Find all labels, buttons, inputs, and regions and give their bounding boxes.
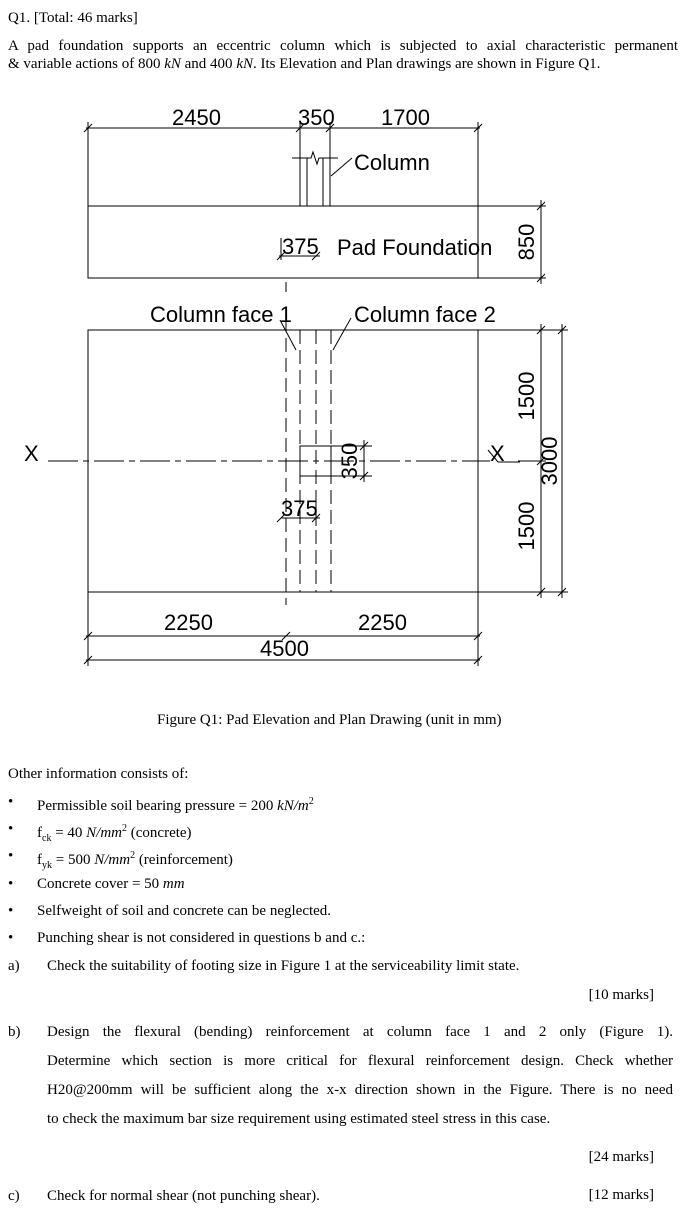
other-info-heading: Other information consists of: — [8, 766, 189, 782]
dim-375-plan: 375 — [281, 496, 318, 521]
label-column: Column — [354, 150, 430, 175]
question-c-text: Check for normal shear (not punching shear). — [47, 1188, 320, 1204]
info-fck: $f_{ck} = 40$ $N/mm^2$ (concrete) — [37, 823, 192, 844]
bullet-6: • — [8, 930, 14, 946]
dim-375-elevation: 375 — [282, 234, 319, 259]
dim-2250-left: 2250 — [164, 610, 213, 635]
axis-x-left: X — [24, 441, 39, 466]
figure-caption: Figure Q1: Pad Elevation and Plan Drawing (unit in mm) — [157, 712, 502, 728]
bullet-4: • — [8, 876, 14, 892]
question-c-marks: [12 marks] — [588, 1187, 654, 1203]
dim-3000: 3000 — [537, 436, 562, 486]
question-title: Q1. [Total: 46 marks] — [8, 10, 138, 26]
info-selfweight: Selfweight of soil and concrete can be neglected. — [37, 903, 332, 919]
dim-1500-bottom: 1500 — [514, 501, 539, 551]
dim-2250-right: 2250 — [358, 610, 407, 635]
bullet-3: • — [8, 848, 14, 864]
question-a-text: Check the suitability of footing size in Figure 1 at the serviceability limit state. — [47, 958, 520, 974]
dim-350-plan: 350 — [337, 442, 362, 480]
label-pad-foundation: Pad Foundation — [337, 235, 493, 260]
question-b-line-4: to check the maximum bar size requirement using estimated steel stress in this case. — [47, 1111, 551, 1127]
axis-x-right: X — [490, 441, 505, 466]
figure-q1 — [0, 90, 686, 680]
dim-1500-top: 1500 — [514, 371, 539, 421]
dim-850: 850 — [514, 223, 539, 261]
question-c-label: c) — [8, 1188, 20, 1204]
bullet-1: • — [8, 794, 14, 810]
intro-line-2: & variable actions of 800 kN and 400 kN. Its Elevation and Plan drawings are shown in Figure Q1. — [8, 56, 601, 72]
bullet-2: • — [8, 821, 14, 837]
question-b-line-3: H20@200mm will be sufficient along the x-x direction shown in the Figure. There is no need — [47, 1082, 673, 1098]
dim-2450: 2450 — [172, 105, 221, 130]
info-cover: Concrete cover = 50 mm — [37, 876, 185, 892]
label-column-face-1: Column face 1 — [150, 302, 292, 327]
dim-4500: 4500 — [260, 636, 309, 661]
dim-1700: 1700 — [381, 105, 430, 130]
dim-350-column: 350 — [298, 105, 335, 130]
question-b-label: b) — [8, 1024, 21, 1040]
question-a-label: a) — [8, 958, 20, 974]
question-a-marks: [10 marks] — [588, 987, 654, 1003]
intro-line-1: A pad foundation supports an eccentric column which is subjected to axial characteristic permanent — [8, 38, 678, 54]
bullet-5: • — [8, 903, 14, 919]
question-b-marks: [24 marks] — [588, 1149, 654, 1165]
question-b-line-1: Design the flexural (bending) reinforcement at column face 1 and 2 only (Figure 1). — [47, 1024, 673, 1040]
question-b-line-2: Determine which section is more critical for flexural reinforcement design. Check whether — [47, 1053, 673, 1069]
info-fyk: $f_{yk} = 500$ $N/mm^2$ (reinforcement) — [37, 850, 233, 871]
info-soil-bearing: Permissible soil bearing pressure = 200 $kN/m^2$ — [37, 796, 314, 814]
info-punching-shear: Punching shear is not considered in questions b and c.: — [37, 930, 366, 946]
label-column-face-2: Column face 2 — [354, 302, 496, 327]
